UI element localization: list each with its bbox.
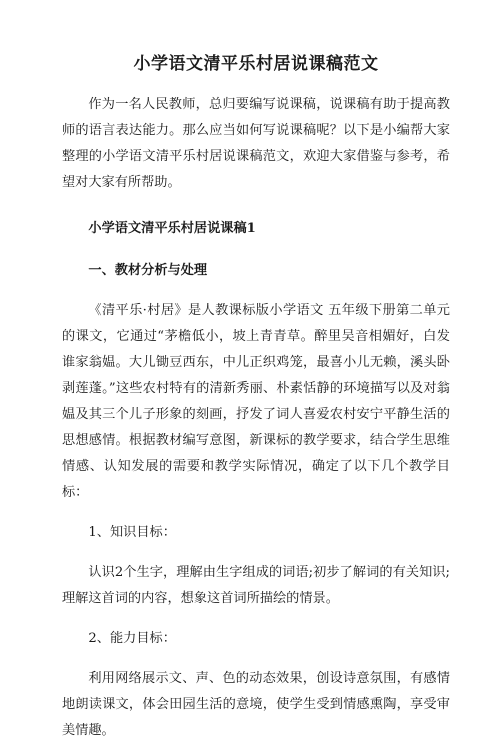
part1-body: 《清平乐·村居》是人教课标版小学语文 五年级下册第二单元的课文，它通过“茅檐低小，坡上青青草。醉里吴音相媚好，白发谁家翁媪。大儿锄豆西东，中儿正织鸡笼，最喜小儿无赖，溪头卧剥莲蓬。”这些农村特有的清新秀丽、朴素恬静的环境描写以及对翁媪及其三个儿子形象的刻画，抒发了词人喜爱农村安宁平静生活的思想感情。根据教材编写意图，新课标的教学要求，结合学生思维情感、认知发展的需要和教学实际情况，确定了以下几个教学目标：: [62, 303, 450, 500]
spacer: [62, 652, 450, 666]
spacer: [62, 242, 450, 258]
part1-heading: 一、教材分析与处理: [88, 263, 208, 278]
section-title: 小学语文清平乐村居说课稿1: [88, 221, 256, 236]
spacer: [62, 284, 450, 298]
intro-paragraph: 作为一名人民教师，总归要编写说课稿，说课稿有助于提高教师的语言表达能力。那么应当如何写说课稿呢？以下是小编帮大家整理的小学语文清平乐村居说课稿范文，欢迎大家借鉴与参考，希望对大家有所帮助。: [62, 97, 450, 190]
goal2-heading: 2、能力目标：: [88, 631, 176, 646]
spacer: [62, 196, 450, 216]
spacer: [62, 546, 450, 560]
goal1-body: 认识2个生字，理解由生字组成的词语;初步了解词的有关知识;理解这首词的内容，想象这首词所描绘的情景。: [62, 565, 450, 606]
spacer: [62, 506, 450, 520]
goal1-heading: 1、知识目标：: [88, 525, 176, 540]
document-title: 小学语文清平乐村居说课稿范文: [133, 54, 379, 74]
document-page: [62, 52, 450, 744]
goal2-body: 利用网络展示文、声、色的动态效果，创设诗意氛围，有感情地朗读课文，体会田园生活的意境，使学生受到情感熏陶，享受审美情趣。: [62, 671, 450, 738]
spacer: [62, 612, 450, 626]
